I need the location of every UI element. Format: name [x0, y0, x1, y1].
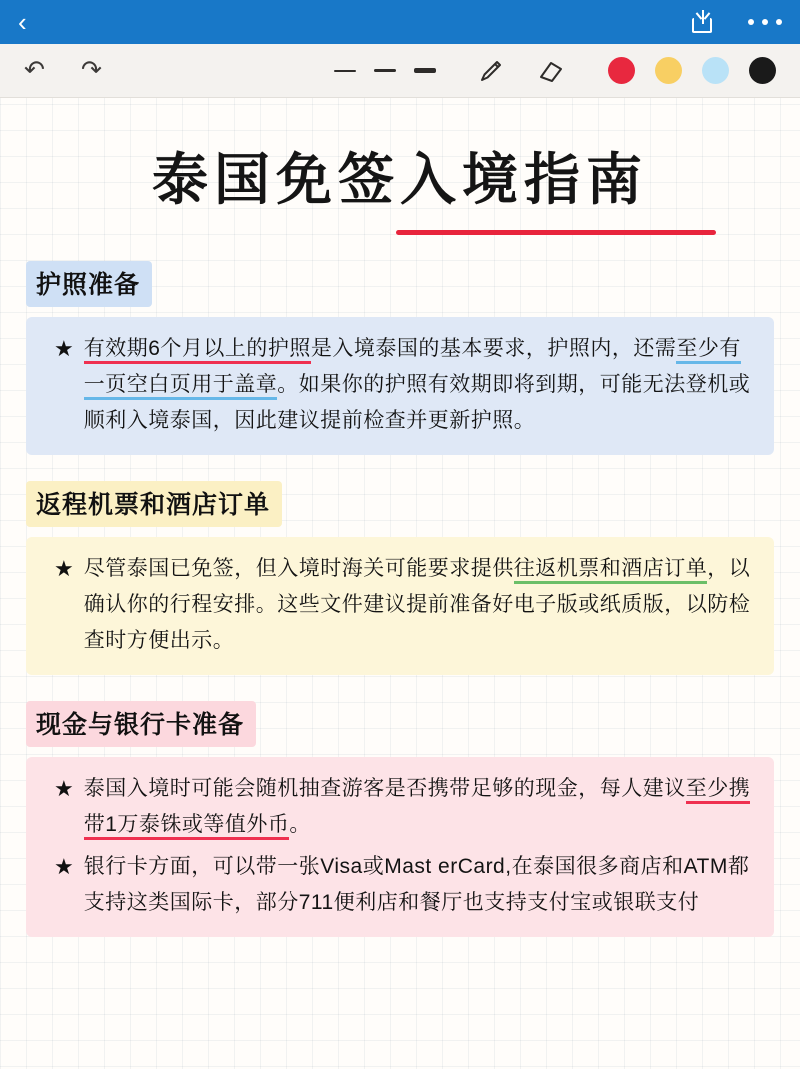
highlighted-text: 有效期6个月以上的护照 [84, 337, 311, 364]
section-body [26, 757, 774, 937]
section-body [26, 317, 774, 455]
highlighted-text: 酒店订单 [621, 557, 707, 584]
drawing-toolbar [0, 44, 800, 98]
section-heading: 返程机票和酒店订单 [26, 481, 282, 527]
share-icon-arrow [702, 10, 704, 24]
bullet-item [40, 331, 756, 439]
color-palette [608, 57, 776, 84]
plain-text: 泰国入境时可能会随机抽查游客是否携带足够的现金，每人建议 [83, 777, 686, 800]
undo-icon[interactable]: ↶ [24, 56, 45, 84]
redo-icon[interactable]: ↷ [80, 56, 102, 84]
plain-text: ，以确认你的行程安排。这些文件建议提前准备好电子版或纸质版，以防检查时方便出示。 [83, 557, 751, 652]
chevron-left-icon[interactable]: ‹ [18, 7, 27, 37]
bullet-item [40, 551, 756, 659]
light-blue-swatch[interactable] [702, 57, 729, 84]
sections-container [26, 261, 774, 937]
yellow-swatch[interactable] [655, 57, 682, 84]
bullet-text [84, 331, 756, 439]
note-section [26, 261, 774, 455]
more-dot [762, 19, 768, 25]
top-navigation-bar [0, 0, 800, 44]
plain-text: 尽管泰国已免签，但入境时海关可能要求提供 [83, 557, 514, 580]
more-dot [748, 19, 754, 25]
title-underline [396, 230, 716, 235]
bullet-item [40, 771, 756, 843]
page-title: 泰国免签入境指南 [152, 148, 648, 213]
pen-icon[interactable] [476, 56, 506, 86]
stroke-weight-thick[interactable] [414, 68, 436, 73]
plain-text: 。如果你的护照有效期即将到期，可能无法登机或顺利入境泰国，因此建议提前检查并更新护照。 [83, 373, 751, 432]
bullet-text [84, 849, 756, 921]
highlighted-text: 至少有一页空白页用于盖章 [84, 337, 741, 400]
section-heading: 现金与银行卡准备 [26, 701, 256, 747]
note-content [0, 98, 800, 937]
plain-text: 银行卡方面，可以带一张Visa或Mast erCard,在泰国很多商店和ATM都支持这类国际卡，部分711便利店和餐厅也支持支付宝或银联支付 [83, 855, 750, 914]
section-body [26, 537, 774, 675]
highlighted-text: 往返机票和 [514, 557, 622, 584]
note-section [26, 481, 774, 675]
plain-text: 还需 [633, 337, 677, 360]
star-icon: ★ [54, 854, 74, 879]
stroke-weight-medium[interactable] [374, 69, 396, 72]
black-swatch[interactable] [749, 57, 776, 84]
red-swatch[interactable] [608, 57, 635, 84]
share-icon[interactable] [692, 9, 714, 35]
bullet-text [84, 771, 756, 843]
star-icon: ★ [54, 556, 74, 581]
stroke-weight-group [334, 68, 436, 73]
more-options-icon[interactable] [740, 19, 782, 25]
more-dot [776, 19, 782, 25]
star-icon: ★ [54, 336, 74, 361]
bullet-text [84, 551, 756, 659]
stroke-weight-thin[interactable] [334, 70, 356, 72]
highlighted-text: 至少携带1万泰铢或等值外币 [84, 777, 751, 840]
note-section [26, 701, 774, 937]
eraser-icon[interactable] [536, 56, 566, 86]
plain-text: 是入境泰国的基本要求，护照内， [310, 337, 634, 360]
star-icon: ★ [54, 776, 74, 801]
section-heading: 护照准备 [26, 261, 152, 307]
bullet-item [40, 849, 756, 921]
plain-text: 。 [289, 813, 311, 836]
